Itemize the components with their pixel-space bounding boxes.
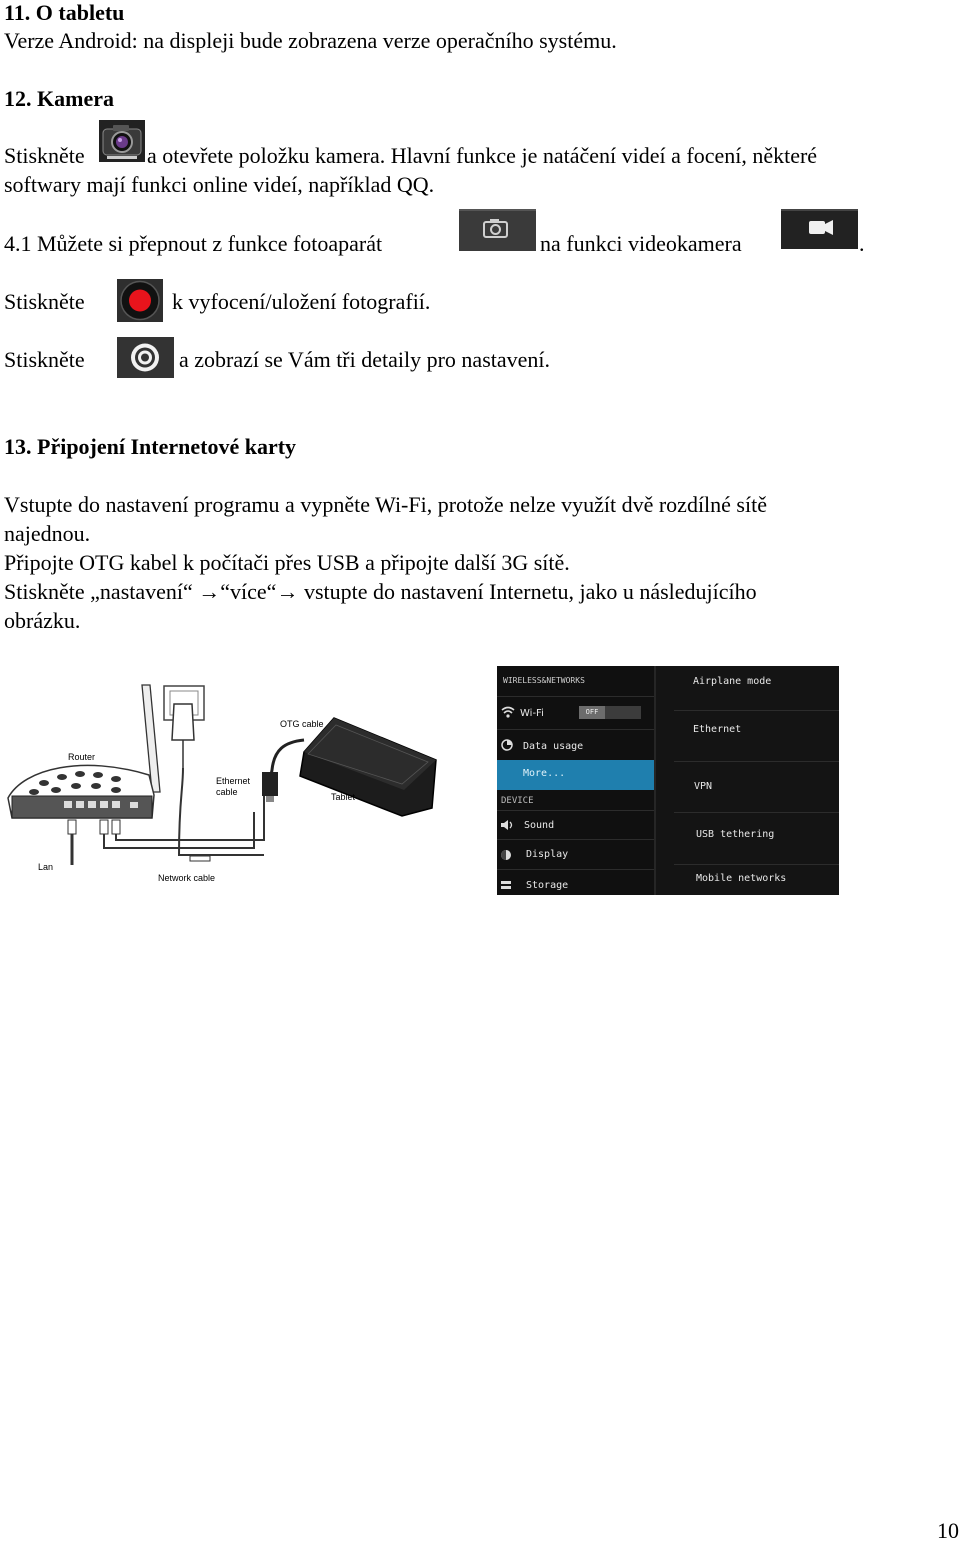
ethernet-item[interactable]: Ethernet xyxy=(693,724,742,735)
heading-12: 12. Kamera xyxy=(4,86,114,111)
airplane-mode-item[interactable]: Airplane mode xyxy=(693,676,772,687)
settings-path-text-cont: obrázku. xyxy=(4,608,81,633)
heading-11: 11. O tabletu xyxy=(4,0,125,25)
wifi-label: Wi-Fi xyxy=(520,708,544,719)
display-icon xyxy=(500,849,512,861)
network-cable-label: Network cable xyxy=(158,873,216,883)
ethernet-label-2: cable xyxy=(216,787,238,797)
sound-label: Sound xyxy=(524,820,555,831)
shutter-icon xyxy=(117,279,163,322)
android-settings-screenshot xyxy=(497,666,839,895)
data-usage-label: Data usage xyxy=(523,741,584,752)
photo-mode-icon xyxy=(459,209,536,251)
lan-label: Lan xyxy=(38,862,54,872)
take-photo-text: k vyfocení/uložení fotografií. xyxy=(172,289,431,314)
wireless-networks-header: WIRELESS&NETWORKS xyxy=(503,676,585,685)
connection-diagram xyxy=(4,680,444,890)
press-text-1: Stiskněte xyxy=(4,143,85,168)
device-header: DEVICE xyxy=(501,796,534,806)
settings-left-pane xyxy=(497,666,656,895)
ethernet-label-1: Ethernet xyxy=(216,776,251,786)
press-text-2: Stiskněte xyxy=(4,289,85,314)
press-text-3: Stiskněte xyxy=(4,347,85,372)
wifi-toggle-state: OFF xyxy=(579,706,605,719)
storage-label: Storage xyxy=(526,880,569,891)
usb-tethering-item[interactable]: USB tethering xyxy=(696,829,775,840)
settings-right-pane xyxy=(656,666,839,895)
settings-ring-icon xyxy=(117,337,174,378)
video-mode-text: na funkci videokamera xyxy=(540,231,742,256)
mobile-networks-item[interactable]: Mobile networks xyxy=(696,873,787,884)
page-number: 10 xyxy=(937,1518,959,1543)
router-label: Router xyxy=(68,752,96,762)
wifi-off-text-cont: najednou. xyxy=(4,521,91,546)
storage-icon xyxy=(500,879,512,891)
camera-online-text: softwary mají funkci online videí, například QQ. xyxy=(4,172,435,197)
tablet-label: Tablet xyxy=(331,792,356,802)
wifi-toggle[interactable] xyxy=(579,706,641,719)
more-item-selected[interactable] xyxy=(497,760,654,790)
display-label: Display xyxy=(526,849,569,860)
android-version-text: Verze Android: na displeji bude zobrazena verze operačního systému. xyxy=(4,28,617,53)
settings-details-text: a zobrazí se Vám tři detaily pro nastavení. xyxy=(179,347,551,372)
switch-mode-text: 4.1 Můžete si přepnout z funkce fotoaparát xyxy=(4,231,383,256)
period-text: . xyxy=(859,231,865,256)
camera-open-text: a otevřete položku kamera. Hlavní funkce je natáčení videí a focení, některé xyxy=(147,143,818,168)
wifi-off-text: Vstupte do nastavení programu a vypněte Wi-Fi, protože nelze využít dvě rozdílné sítě xyxy=(4,492,767,517)
settings-path-text: Stiskněte „nastavení“ →“více“→ vstupte do nastavení Internetu, jako u následujícího xyxy=(4,579,757,604)
video-mode-icon xyxy=(781,209,858,249)
vpn-item[interactable]: VPN xyxy=(694,781,713,792)
otg-cable-label: OTG cable xyxy=(280,719,324,729)
sound-icon xyxy=(500,819,514,831)
otg-text: Připojte OTG kabel k počítači přes USB a připojte další 3G sítě. xyxy=(4,550,570,575)
heading-13: 13. Připojení Internetové karty xyxy=(4,434,297,459)
camera-app-icon xyxy=(99,120,145,162)
more-label: More... xyxy=(523,768,566,779)
wifi-icon xyxy=(501,706,515,718)
data-usage-icon xyxy=(501,739,513,751)
